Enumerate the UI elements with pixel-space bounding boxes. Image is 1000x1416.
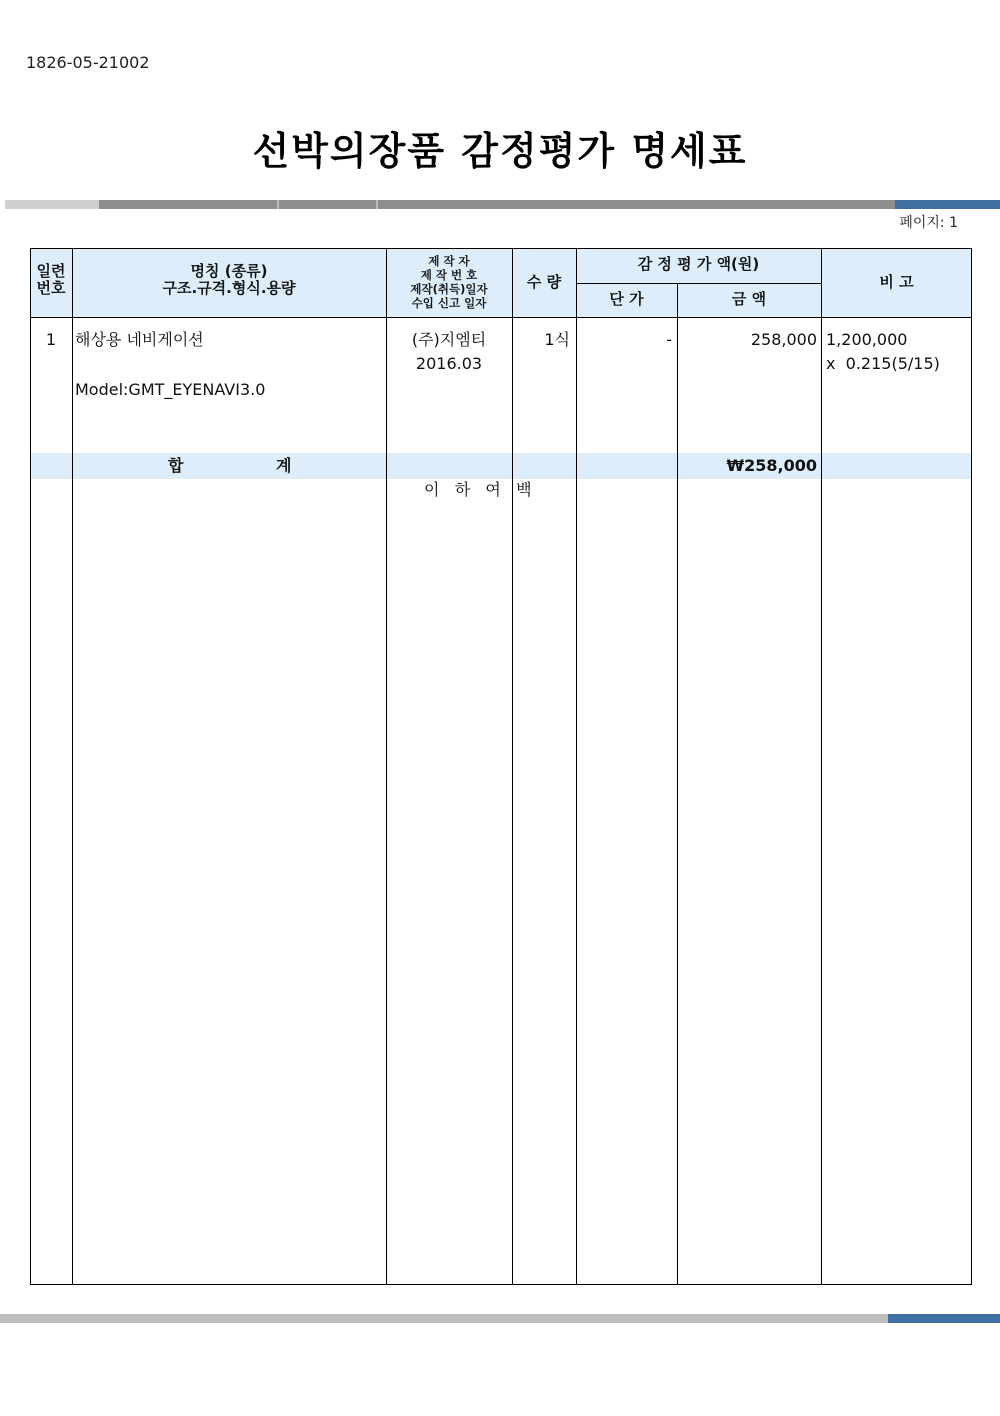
bottom-bar-accent: [888, 1314, 1000, 1323]
row-remarks-1: 1,200,000: [826, 330, 908, 349]
row-amount: 258,000: [750, 330, 817, 349]
top-bar-gap-1: [277, 200, 279, 209]
header-unit-price: 단 가: [609, 290, 644, 308]
total-label-2: 계: [276, 456, 292, 475]
row-remarks-2: x 0.215(5/15): [826, 354, 940, 373]
appraisal-table: [30, 248, 972, 1285]
row-maker: (주)지엠티: [411, 330, 487, 349]
col-divider-3: [512, 248, 513, 1285]
header-remarks: 비 고: [879, 273, 914, 291]
col-divider-2: [386, 248, 387, 1285]
bottom-bar-light: [0, 1314, 888, 1323]
header-maker: 제 작 자 제 작 번 호 제작(취득)일자 수입 신고 일자: [410, 254, 488, 310]
col-divider-5: [677, 283, 678, 1285]
col-divider-1: [72, 248, 73, 1285]
border-bottom: [30, 1284, 972, 1285]
blank-note: 이 하 여 백: [424, 480, 532, 499]
border-top: [30, 248, 972, 249]
header-appraisal: 감 정 평 가 액(원): [637, 255, 760, 273]
header-sub-divider: [576, 283, 821, 284]
header-amount: 금 액: [731, 290, 767, 308]
row-date: 2016.03: [415, 354, 483, 373]
top-bar-gap-2: [376, 200, 378, 209]
row-qty: 1식: [544, 330, 570, 349]
top-bar-light: [5, 200, 99, 209]
row-model: Model:GMT_EYENAVI3.0: [75, 380, 266, 399]
col-divider-4: [576, 248, 577, 1285]
document-id: 1826-05-21002: [26, 53, 150, 72]
page-title: 선박의장품 감정평가 명세표: [252, 129, 748, 173]
total-label-1: 합: [168, 456, 184, 475]
top-bar-mid: [99, 200, 895, 209]
header-serial: 일련 번호: [36, 262, 66, 298]
row-unit-price: -: [666, 330, 672, 349]
border-left: [30, 248, 31, 1285]
total-gap-1: [387, 453, 513, 479]
row-name: 해상용 네비게이션: [75, 330, 204, 349]
header-bottom: [30, 317, 972, 318]
col-divider-6: [821, 248, 822, 1285]
total-amount: ₩258,000: [726, 456, 817, 475]
page-number: 페이지: 1: [899, 215, 958, 231]
border-right: [971, 248, 972, 1285]
header-qty: 수 량: [526, 273, 562, 291]
row-serial: 1: [45, 330, 57, 349]
top-bar-accent: [895, 200, 1000, 209]
header-name: 명칭 (종류) 구조.규격.형식.용량: [162, 262, 296, 298]
